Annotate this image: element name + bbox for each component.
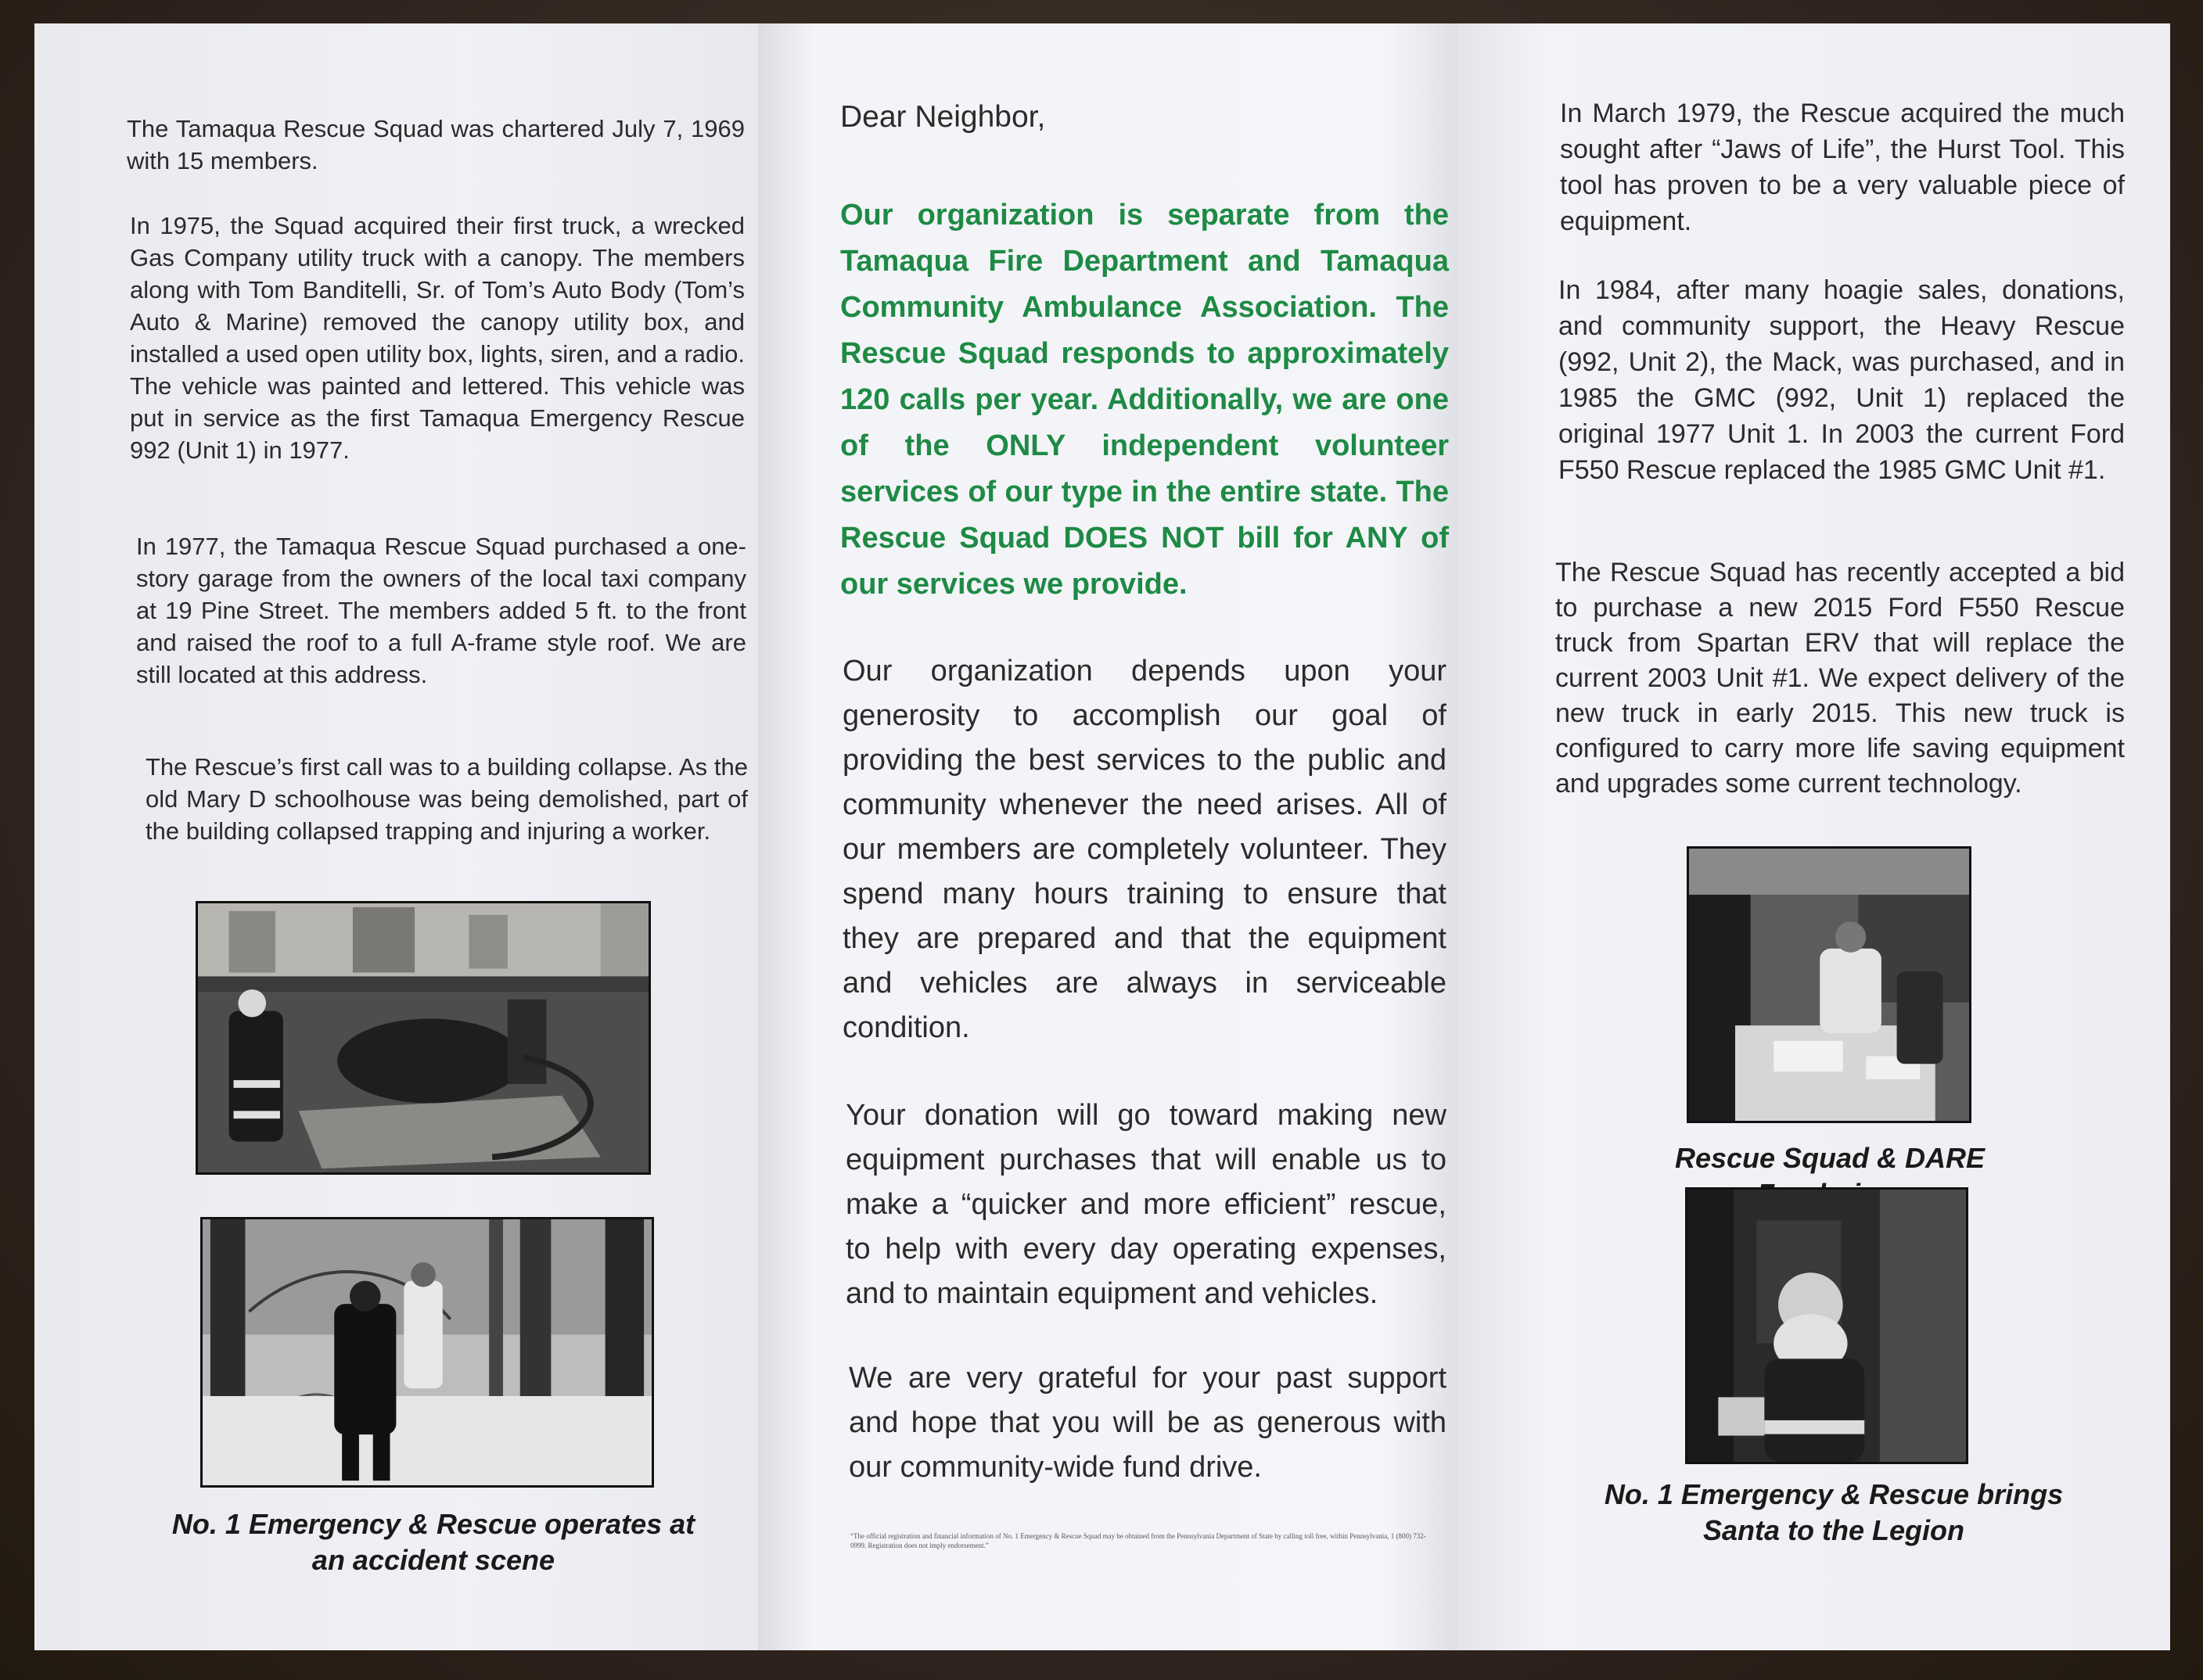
center-paragraph-1: Our organization depends upon your generosity to accomplish our goal of providing the best services to the public and community whenever the need arises. All of our members are completely volunteer. They spend many hours training to ensure that they are prepared and that the equipment and vehicles are always in serviceable condition. bbox=[843, 655, 1447, 1044]
photo-santa-image bbox=[1687, 1190, 1966, 1462]
salutation: Dear Neighbor, bbox=[840, 100, 1046, 134]
caption-santa: No. 1 Emergency & Rescue brings Santa to the Legion bbox=[1604, 1478, 2064, 1546]
center-paragraph-3: We are very grateful for your past support and hope that you will be as generous with our community-wide fund drive. bbox=[849, 1362, 1447, 1484]
left-paragraph-4: The Rescue’s first call was to a building collapse. As the old Mary D schoolhouse was being demolished, part of the building collapsed trapping and injuring a worker. bbox=[146, 753, 748, 845]
left-paragraph-1: The Tamaqua Rescue Squad was chartered July 7, 1969 with 15 members. bbox=[127, 115, 745, 174]
left-paragraph-2: In 1975, the Squad acquired their first truck, a wrecked Gas Company utility truck with a canopy. The members along with Tom Banditelli, Sr. of Tom’s Auto Body (Tom’s Auto & Marine) removed the canopy utility box, and installed a used open utility box, lights, siren, and a radio. The vehicle was painted and lettered. This vehicle was put in service as the first Tamaqua Emergency Rescue 992 (Unit 1) in 1977. bbox=[130, 212, 745, 464]
center-panel bbox=[758, 23, 1458, 1650]
brochure bbox=[34, 23, 2170, 1650]
left-paragraph-3: In 1977, the Tamaqua Rescue Squad purchased a one-story garage from the owners of the local taxi company at 19 Pine Street. The members added 5 ft. to the front and raised the roof to a full A-frame style roof. We are still located at this address. bbox=[136, 533, 746, 688]
photo-accident-scene bbox=[200, 1217, 654, 1488]
photo-accident-scene-image bbox=[203, 1219, 652, 1485]
registration-footnote: “The official registration and financial information of No. 1 Emergency & Rescue Squad may be obtained from the Pennsylvania Department of State by calling toll free, within Pennsylvania, 1 (800) 732-0999. Registration does not imply endorsement.” bbox=[850, 1532, 1426, 1549]
right-paragraph-3: The Rescue Squad has recently accepted a bid to purchase a new 2015 Ford F550 Rescue truck from Spartan ERV that will replace the current 2003 Unit #1. We expect delivery of the new truck in early 2015. This new truck is configured to carry more life saving equipment and upgrades some current technology. bbox=[1555, 558, 2125, 799]
photo-truck-rescue-image bbox=[198, 903, 649, 1172]
photo-santa bbox=[1685, 1187, 1968, 1464]
left-panel bbox=[34, 23, 758, 1650]
photo-truck-rescue bbox=[196, 901, 651, 1175]
right-paragraph-1: In March 1979, the Rescue acquired the much sought after “Jaws of Life”, the Hurst Tool. This tool has proven to be a very valuable piece of equipment. bbox=[1560, 99, 2125, 236]
center-paragraph-2: Your donation will go toward making new equipment purchases that will enable us to make a “quicker and more efficient” rescue, to help with every day operating expenses, and to maintain equipment and vehicles. bbox=[846, 1099, 1447, 1310]
highlight-statement: Our organization is separate from the Tamaqua Fire Department and Tamaqua Community Ambulance Association. The Rescue Squad responds to approximately 120 calls per year. Additionally, we are one of the ONLY independent volunteer services of our type in the entire state. The Rescue Squad DOES NOT bill for ANY of our services we provide. bbox=[840, 199, 1449, 601]
photo-fundraiser-image bbox=[1689, 849, 1969, 1121]
photo-fundraiser bbox=[1687, 846, 1971, 1123]
caption-fundraiser: Rescue Squad & DARE bbox=[1674, 1142, 1986, 1174]
caption-accident-scene: No. 1 Emergency & Rescue operates at an accident scene bbox=[171, 1508, 695, 1576]
right-panel bbox=[1458, 23, 2170, 1650]
right-paragraph-2: In 1984, after many hoagie sales, donations, and community support, the Heavy Rescue (992, Unit 2), the Mack, was purchased, and in 1985 the GMC (992, Unit 1) replaced the original 1977 Unit 1. In 2003 the current Ford F550 Rescue replaced the 1985 GMC Unit #1. bbox=[1558, 275, 2125, 485]
